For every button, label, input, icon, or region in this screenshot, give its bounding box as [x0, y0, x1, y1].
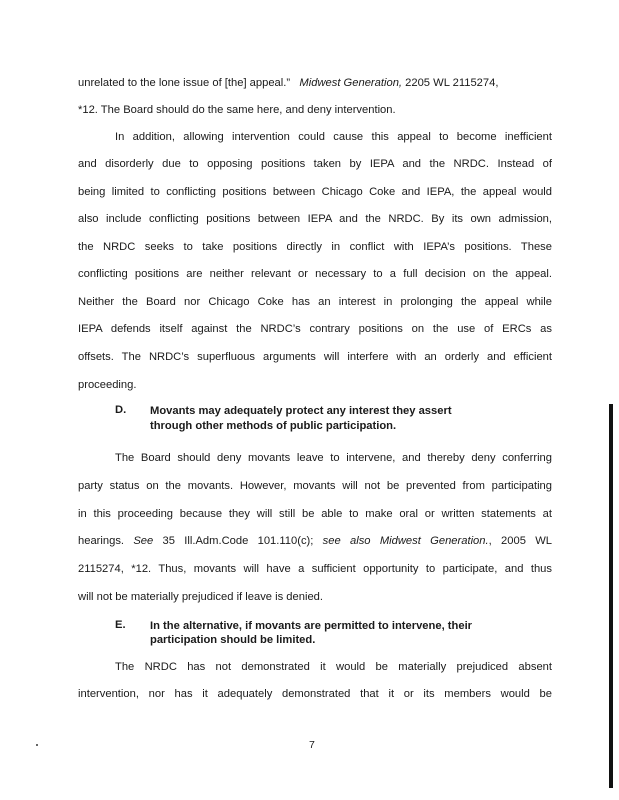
text-line: being limited to conflicting positions between Chicago Coke and IEPA, the appeal would: [78, 186, 552, 198]
text-line: in this proceeding because they will still be able to make oral or written statements at: [78, 508, 552, 520]
text-line: also include conflicting positions between IEPA and the NRDC. By its own admission,: [78, 213, 552, 225]
text-line: The NRDC has not demonstrated it would be materially prejudiced absent: [115, 661, 552, 673]
heading-letter: D.: [115, 404, 127, 416]
text-line: 2115274, *12. Thus, movants will have a sufficient opportunity to participate, and thus: [78, 563, 552, 575]
text-line: party status on the movants. However, movants will not be prevented from participating: [78, 480, 552, 492]
text-line: *12. The Board should do the same here, and deny intervention.: [78, 104, 396, 116]
text-line: IEPA defends itself against the NRDC’s contrary positions on the use of ERCs as: [78, 323, 552, 335]
text-line: and disorderly due to opposing positions taken by IEPA and the NRDC. Instead of: [78, 158, 552, 170]
text-line: intervention, nor has it adequately demonstrated that it or its members would be: [78, 688, 552, 700]
text-line: hearings. See 35 Ill.Adm.Code 101.110(c); see also Midwest Generation., 2005 WL: [78, 535, 552, 547]
case-citation: Midwest Generation,: [299, 77, 403, 89]
text-line: Neither the Board nor Chicago Coke has an interest in prolonging the appeal while: [78, 296, 552, 308]
heading-line: Movants may adequately protect any interest they assert: [150, 405, 452, 417]
text-line: unrelated to the lone issue of [the] appeal.” Midwest Generation, 2205 WL 2115274,: [78, 77, 499, 89]
heading-line: through other methods of public participation.: [150, 420, 397, 432]
text-line: In addition, allowing intervention could cause this appeal to become inefficient: [115, 131, 552, 143]
text-line: proceeding.: [78, 379, 137, 391]
text-line: will not be materially prejudiced if leave is denied.: [78, 591, 324, 603]
heading-letter: E.: [115, 619, 126, 631]
page-number: 7: [309, 739, 315, 751]
text-line: The Board should deny movants leave to intervene, and thereby deny conferring: [115, 452, 552, 464]
signal-see: See: [133, 535, 154, 547]
text-line: offsets. The NRDC’s superfluous arguments will interfere with an orderly and efficient: [78, 351, 552, 363]
text-line: conflicting positions are neither relevant or necessary to a full decision on the appeal.: [78, 268, 552, 280]
signal-see-also: see also Midwest Generation.: [322, 535, 489, 547]
heading-line: In the alternative, if movants are permitted to intervene, their: [150, 620, 473, 632]
scan-speck: [36, 744, 38, 746]
margin-change-bar: [609, 404, 613, 788]
heading-line: participation should be limited.: [150, 634, 316, 646]
text-line: the NRDC seeks to take positions directly in conflict with IEPA’s positions. These: [78, 241, 552, 253]
